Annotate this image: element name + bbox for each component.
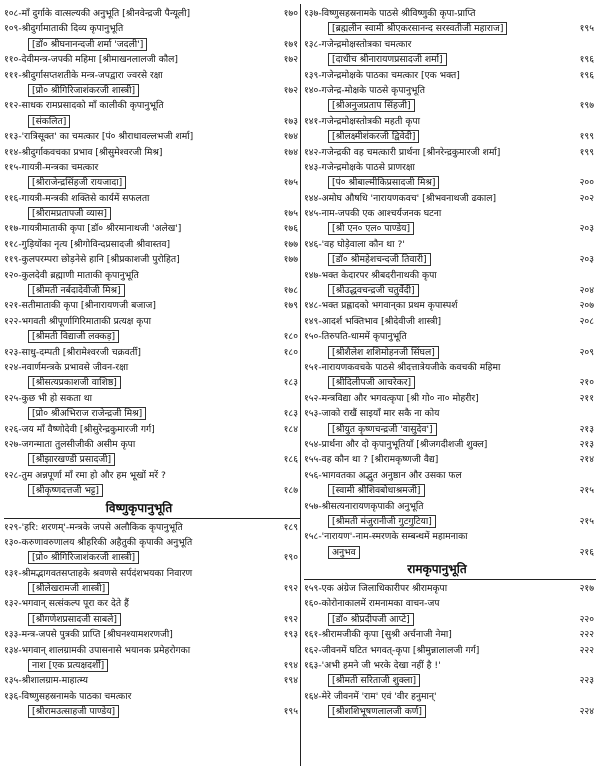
toc-entry: [304, 6, 596, 21]
toc-page-number: २०३: [579, 223, 594, 235]
toc-entry-title: १५७-श्रीसत्यनारायणकृपाकी अनुभूति: [304, 500, 424, 512]
toc-page-number: २१५: [579, 515, 594, 527]
toc-entry: [4, 221, 300, 236]
toc-entry: [4, 206, 300, 221]
toc-page-number: १७९: [283, 300, 298, 312]
toc-entry: [4, 345, 300, 360]
toc-entry-title: [श्रीलेखरामजी शास्त्री]: [28, 582, 109, 595]
toc-entry: [4, 298, 300, 313]
toc-entry: [304, 252, 596, 267]
toc-entry: [4, 658, 300, 673]
toc-entry: [304, 314, 596, 329]
toc-page-number: २१३: [579, 423, 594, 435]
toc-page-number: १७४: [283, 146, 298, 158]
toc-entry-title: [श्रीगणेशप्रसादजी साबले]: [28, 613, 121, 626]
toc-entry-title: [ब्रह्मलीन स्वामी श्रीएकरसानन्द सरस्वतीजी महाराज]: [328, 22, 507, 35]
toc-entry: [304, 422, 596, 437]
toc-entry-title: १४४-अमोघ औषधि 'नारायणकवच' [श्रीभवनाथजी ढकाल]: [304, 192, 497, 204]
toc-entry-title: ११०-देवीमन्त्र-जपकी महिमा [श्रीमाखनलालजी कौल]: [4, 54, 178, 66]
toc-page-number: १८३: [283, 408, 298, 420]
toc-entry-title: [श्रीरामप्रतापजी व्यास]: [28, 207, 111, 220]
toc-entry-title: [श्रीकृष्णदत्तजी भट्ट]: [28, 484, 103, 497]
toc-entry-title: १३३-मन्त्र-जपसे पुत्रकी प्राप्ति [श्रीघनश्यामशरणजी]: [4, 629, 173, 641]
toc-entry: [304, 483, 596, 498]
toc-entry-title: [श्रीअनुजप्रताप सिंहजी]: [328, 99, 415, 112]
toc-entry-title: १४१-गजेन्द्रमोक्षस्तोत्रकी महती कृपा: [304, 115, 420, 127]
toc-entry-title: [श्रीदिलीपजी आचरेकर]: [328, 376, 415, 389]
toc-entry: [4, 83, 300, 98]
toc-page-number: २२२: [579, 644, 594, 656]
toc-page-number: १९४: [283, 660, 298, 672]
toc-entry: [304, 514, 596, 529]
toc-page-number: २०४: [579, 285, 594, 297]
toc-entry: [304, 689, 596, 704]
toc-entry-title: १२६-जय माँ वैष्णोदेवी [श्रीसुरेन्द्रकुमारजी गर्ग]: [4, 423, 155, 435]
toc-entry: [4, 268, 300, 283]
toc-page-number: १९३: [283, 629, 298, 641]
toc-entry-title: १०८-माँ दुर्गाके वात्सल्यकी अनुभूति [श्रीनवेन्द्रजी पैन्यूली]: [4, 8, 191, 19]
toc-entry-title: १६०-कोरोनाकालमें रामनामका वाचन-जप: [304, 598, 440, 610]
section-heading: [304, 560, 596, 580]
toc-entry: [4, 391, 300, 406]
toc-page-number: १७२: [283, 54, 298, 66]
toc-entry: [304, 129, 596, 144]
toc-entry: [4, 566, 300, 581]
toc-entry-title: १२९-'हरि: शरणम्'-मन्त्रके जपसे अलौकिक कृपानुभूति: [4, 521, 183, 533]
toc-entry-title: १६४-मेरे जीवनमें 'राम' एवं 'वीर हनुमान्': [304, 690, 437, 702]
toc-entry: [304, 83, 596, 98]
toc-entry-title: [श्रीमती मंजुरानीजी गुटगुटिया]: [328, 515, 436, 528]
toc-entry: [304, 406, 596, 421]
toc-entry: [304, 529, 596, 544]
toc-entry-title: १३२-भगवान् सत्संकल्प पूरा कर देते हैं: [4, 598, 129, 610]
toc-entry-title: १०९-श्रीदुर्गामाताकी दिव्य कृपानुभूति: [4, 23, 124, 35]
toc-page-number: २०२: [579, 192, 594, 204]
toc-entry: [4, 550, 300, 565]
toc-entry-title: १२२-भगवती श्रीपूर्णागिरिमाताकी प्रत्यक्ष कृपा: [4, 315, 151, 327]
toc-page-number: १७६: [283, 223, 298, 235]
toc-entry: [4, 98, 300, 113]
toc-page-number: २१५: [579, 485, 594, 497]
toc-entry: [304, 673, 596, 688]
toc-entry-title: १३४-भगवान् शालग्रामकी उपासनासे भयानक प्रमेहरोगका: [4, 644, 191, 656]
toc-entry-title: १५३-जाको राखैं साइयाँ मार सकै ना कोय: [304, 408, 440, 420]
toc-entry-title: १३१-श्रीमद्भागवतसप्ताहके श्रवणसे सर्पदंशभयका निवारण: [4, 567, 193, 579]
toc-page-number: २०८: [579, 315, 594, 327]
toc-entry-title: ११२-साधक रामप्रसादको माँ कालीकी कृपानुभूति: [4, 100, 164, 112]
toc-page-number: २०७: [579, 300, 594, 312]
toc-page-number: १९५: [579, 23, 594, 35]
toc-page-number: १८३: [283, 377, 298, 389]
toc-entry-title: [प्रो० श्रीगिरिजाशंकरजी शास्त्री]: [28, 551, 139, 564]
column-divider: [300, 4, 301, 766]
toc-entry: [304, 191, 596, 206]
toc-entry: [304, 98, 596, 113]
toc-page-number: २२३: [579, 675, 594, 687]
toc-entry-title: १४६-'वह घोड़ेवाला कौन था ?': [304, 238, 405, 250]
toc-entry-title: ११७-गायत्रीमाताकी कृपा [डॉ० श्रीरमानाथजी 'अलेख']: [4, 223, 182, 235]
toc-page-number: १७८: [283, 285, 298, 297]
toc-entry-title: [श्रीयुत कृष्णचन्द्रजी 'वासुदेव']: [328, 423, 437, 436]
toc-entry: [304, 545, 596, 560]
toc-page-number: १९५: [283, 706, 298, 718]
toc-entry: [4, 160, 300, 175]
toc-entry: [4, 406, 300, 421]
toc-entry: [4, 191, 300, 206]
toc-entry: [304, 175, 596, 190]
toc-entry-title: १२८-तुम अन्नपूर्णा माँ रमा हो और हम भूखों मरें ?: [4, 469, 166, 481]
toc-entry-title: १४३-गजेन्द्रमोक्षके पाठसे प्राणरक्षा: [304, 161, 415, 173]
toc-entry-title: १२०-कुलदेवी ब्रह्माणी माताकी कृपानुभूति: [4, 269, 139, 281]
toc-entry-title: [डॉ० श्रीप्रदीपजी आप्टे]: [328, 613, 414, 626]
toc-page-number: २२०: [579, 613, 594, 625]
toc-entry-title: १३८-गजेन्द्रमोक्षस्तोत्रका चमत्कार: [304, 38, 412, 50]
toc-entry: [4, 520, 300, 535]
toc-page-number: २२४: [579, 706, 594, 718]
toc-entry-title: १३७-विष्णुसहस्रनामके पाठसे श्रीविष्णुकी कृपा-प्राप्ति: [304, 8, 476, 19]
toc-entry: [304, 596, 596, 611]
toc-entry: [304, 145, 596, 160]
toc-entry-title: [स्वामी श्रीशिवबोधाश्रमजी]: [328, 484, 425, 497]
toc-entry: [4, 483, 300, 498]
toc-entry: [304, 452, 596, 467]
toc-entry-title: [श्रीमती विद्याजी लक्कड़]: [28, 330, 119, 343]
toc-entry-title: १६३-'अभी हमने जी भरके देखा नहीं है !': [304, 660, 441, 672]
toc-entry: [304, 52, 596, 67]
toc-entry-title: १६२-जीवनमें घटित भगवत्-कृपा [श्रीमुन्नालालजी गर्ग]: [304, 644, 480, 656]
toc-entry-title: १५०-तिरुपति-धाममें कृपानुभूति: [304, 331, 407, 343]
toc-entry-title: [श्रीउद्धवचन्द्रजी चतुर्वेदी]: [328, 284, 419, 297]
toc-entry-title: १६१-श्रीरामजीकी कृपा [सुश्री अर्चनाजी नेमा]: [304, 629, 452, 641]
toc-entry: [4, 689, 300, 704]
toc-page-number: १८०: [283, 331, 298, 343]
toc-entry-title: ११६-गायत्री-मन्त्रकी शक्तिसे कार्यमें सफलता: [4, 192, 150, 204]
toc-entry: [304, 268, 596, 283]
toc-entry: [4, 52, 300, 67]
toc-page-number: १८४: [283, 423, 298, 435]
toc-entry: [304, 658, 596, 673]
toc-entry-title: ११८-गुड़ियोंका नृत्य [श्रीगोविन्दप्रसादजी श्रीवास्तव]: [4, 238, 171, 250]
toc-entry-title: ११४-श्रीदुर्गाकवचका प्रभाव [श्रीसुमेश्वरजी मिश्र]: [4, 146, 163, 158]
toc-entry-title: १५५-वह कौन था ? [श्रीरामकृष्णजी वैद्य]: [304, 454, 439, 466]
toc-page-number: १९९: [579, 146, 594, 158]
toc-page-number: १८६: [283, 454, 298, 466]
toc-entry: [304, 704, 596, 719]
toc-entry: [304, 37, 596, 52]
toc-page-number: १७५: [283, 177, 298, 189]
toc-entry-title: १११-श्रीदुर्गासप्तशतीके मन्त्र-जपद्वारा ज्वरसे रक्षा: [4, 69, 163, 81]
toc-entry: [4, 360, 300, 375]
toc-page-number: १९६: [579, 69, 594, 81]
toc-entry: [4, 437, 300, 452]
toc-entry: [304, 627, 596, 642]
toc-entry: [4, 704, 300, 719]
toc-page-number: २२२: [579, 629, 594, 641]
toc-entry: [4, 237, 300, 252]
toc-entry: [4, 252, 300, 267]
toc-page-number: १९७: [579, 100, 594, 112]
toc-entry-title: [श्रीमती नर्बदादेवीजी मिश्र]: [28, 284, 125, 297]
toc-entry-title: [श्रीराजेन्द्रसिंहजी रायजादा]: [28, 176, 126, 189]
toc-entry: [4, 422, 300, 437]
toc-entry: [4, 673, 300, 688]
toc-page-number: १७१: [283, 38, 298, 50]
toc-entry: [4, 21, 300, 36]
toc-page-number: १७२: [283, 84, 298, 96]
toc-entry-title: ११९-कुलपरम्परा छोड़नेसे हानि [श्रीप्रकाशजी पुरोहित]: [4, 254, 180, 266]
toc-entry: [4, 452, 300, 467]
toc-page-number: १९६: [579, 54, 594, 66]
toc-page-number: १७३: [283, 115, 298, 127]
toc-entry: [4, 612, 300, 627]
toc-page-number: १८७: [283, 485, 298, 497]
toc-entry: [4, 37, 300, 52]
toc-entry: [4, 6, 300, 21]
toc-page-number: १७५: [283, 208, 298, 220]
toc-entry-title: [श्रीशैलेश शशिमोहनजी सिंघल]: [328, 346, 439, 359]
toc-page-number: १९९: [579, 131, 594, 143]
toc-page-number: २१३: [579, 438, 594, 450]
toc-page-number: १७४: [283, 131, 298, 143]
toc-entry: [304, 298, 596, 313]
toc-entry: [4, 468, 300, 483]
toc-entry-title: [श्रीझारखण्डी प्रसादजी]: [28, 453, 115, 466]
toc-entry: [304, 160, 596, 175]
toc-page-number: १९२: [283, 613, 298, 625]
toc-page-number: १७०: [283, 8, 298, 19]
section-heading-text: विष्णुकृपानुभूति: [105, 500, 173, 515]
toc-entry: [304, 206, 596, 221]
toc-entry: [304, 114, 596, 129]
toc-page-number: १९४: [283, 675, 298, 687]
right-column: [304, 6, 596, 766]
toc-page-number: १८०: [283, 346, 298, 358]
toc-page-number: १९०: [283, 552, 298, 564]
toc-entry-title: १३९-गजेन्द्रमोक्षके पाठका चमत्कार [एक भक्त]: [304, 69, 460, 81]
toc-entry: [4, 129, 300, 144]
toc-entry-title: १२४-नवार्णमन्त्रके प्रभावसे जीवन-रक्षा: [4, 361, 129, 373]
toc-entry-title: [श्री एन० एल० पाण्डेय]: [328, 222, 414, 235]
toc-entry: [304, 221, 596, 236]
toc-entry: [304, 391, 596, 406]
toc-entry-title: १५२-मन्त्रविद्या और भगवत्कृपा [श्री गो० ना० मोहरीर]: [304, 392, 479, 404]
toc-entry: [4, 283, 300, 298]
toc-entry-title: १४८-भक्त प्रह्लादको भगवान्‌का प्रथम कृपास्पर्श: [304, 300, 458, 312]
toc-entry-title: [संकलित]: [28, 115, 70, 128]
toc-entry-title: [प्रो० श्रीअभिराज राजेन्द्रजी मिश्र]: [28, 407, 146, 420]
toc-entry-title: १५९-एक अंग्रेज जिलाधिकारीपर श्रीरामकृपा: [304, 583, 448, 595]
toc-entry-title: १२७-जगन्माता तुलसीजीकी असीम कृपा: [4, 438, 136, 450]
toc-entry-title: [दाधीच श्रीनारायणप्रसादजी शर्मा]: [328, 53, 447, 66]
toc-entry: [304, 21, 596, 36]
toc-entry-title: १५८-'नारायण'-नाम-स्मरणके सम्बन्धमें महामनाका: [304, 531, 468, 543]
toc-entry: [304, 329, 596, 344]
toc-entry: [4, 314, 300, 329]
toc-entry-title: १४५-नाम-जपकी एक आश्चर्यजनक घटना: [304, 208, 442, 220]
toc-entry-title: नाश [एक प्रत्यक्षदर्शी]: [28, 659, 108, 672]
toc-entry-title: १३५-श्रीशालग्राम-माहात्म्य: [4, 675, 88, 687]
section-heading-text: रामकृपानुभूति: [407, 562, 467, 577]
toc-entry-title: १२१-सतीमाताकी कृपा [श्रीनारायणजी बजाज]: [4, 300, 156, 312]
toc-page-number: २००: [579, 177, 594, 189]
toc-entry-title: १५१-नारायणकवचके पाठसे श्रीदत्तात्रेयजीके कवचकी महिमा: [304, 361, 501, 373]
toc-entry: [304, 581, 596, 596]
toc-entry-title: [श्रीमती सरिताजी शुक्ला]: [328, 674, 420, 687]
toc-entry-title: अनुभव: [328, 546, 360, 559]
toc-entry-title: १४०-गजेन्द्र-मोक्षके पाठसे कृपानुभूति: [304, 84, 426, 96]
toc-entry: [4, 643, 300, 658]
toc-entry: [304, 643, 596, 658]
toc-entry: [304, 68, 596, 83]
section-heading: [4, 499, 300, 519]
toc-page-number: २०३: [579, 254, 594, 266]
left-column: [4, 6, 300, 766]
toc-entry: [4, 627, 300, 642]
toc-entry-title: १४९-आदर्श भक्तिभाव [श्रीदेवीजी शास्त्री]: [304, 315, 442, 327]
toc-entry: [4, 535, 300, 550]
toc-entry: [4, 145, 300, 160]
toc-page-number: १७७: [283, 238, 298, 250]
toc-page-number: २१०: [579, 377, 594, 389]
toc-entry: [304, 237, 596, 252]
toc-entry-title: १५४-प्रार्थना और दो कृपानुभूतियाँ [श्रीजगदीशजी शुक्ल]: [304, 438, 488, 450]
toc-entry: [4, 68, 300, 83]
toc-entry: [4, 175, 300, 190]
toc-entry: [304, 468, 596, 483]
toc-entry-title: [श्रीसत्यप्रकाशजी वाशिष्ठ]: [28, 376, 121, 389]
toc-entry: [304, 345, 596, 360]
toc-entry: [304, 375, 596, 390]
toc-entry: [4, 329, 300, 344]
toc-entry-title: १३०-करुणावरुणालय श्रीहरिकी अहैतुकी कृपाकी अनुभूति: [4, 536, 193, 548]
toc-entry-title: १२३-साधु-दम्पती [श्रीरामेश्वरजी चक्रवर्ती]: [4, 346, 141, 358]
toc-page-number: १७७: [283, 254, 298, 266]
toc-entry-title: [डॉ० श्रीघनानन्दजी शर्मा 'जदली']: [28, 38, 147, 51]
toc-page-number: २११: [579, 392, 594, 404]
toc-page-number: २१७: [579, 583, 594, 595]
toc-entry: [304, 612, 596, 627]
toc-page-number: २१४: [579, 454, 594, 466]
toc-page-number: १८९: [283, 521, 298, 533]
toc-entry-title: १३६-विष्णुसहस्रनामके पाठका चमत्कार: [4, 690, 132, 702]
toc-entry: [304, 283, 596, 298]
toc-entry-title: ११३-'रात्रिसूक्त' का चमत्कार [पं० श्रीराधावल्लभजी शर्मा]: [4, 131, 194, 143]
toc-entry-title: १४२-गजेन्द्रकी वह चमत्कारी प्रार्थना [श्रीनरेन्द्रकुमारजी शर्मा]: [304, 146, 501, 158]
toc-entry-title: १५६-भागवतका अद्भुत अनुष्ठान और उसका फल: [304, 469, 462, 481]
toc-entry-title: [पं० श्रीबाल्मीकिप्रसादजी मिश्र]: [328, 176, 439, 189]
toc-entry: [4, 114, 300, 129]
toc-entry-title: [डॉ० श्रीमहेशचन्दजी तिवारी]: [328, 253, 431, 266]
toc-entry-title: ११५-गायत्री-मन्त्रका चमत्कार: [4, 161, 99, 173]
toc-page-number: १९२: [283, 583, 298, 595]
toc-entry: [4, 375, 300, 390]
toc-entry: [304, 360, 596, 375]
toc-page-number: २१६: [579, 546, 594, 558]
toc-entry: [4, 581, 300, 596]
toc-entry-title: [श्रीशशिभूषणलालजी कर्ण]: [328, 705, 426, 718]
toc-entry-title: १२५-कुछ भी हो सकता था: [4, 392, 93, 404]
toc-entry-title: [श्रीलक्ष्मीशंकरजी द्विवेदी]: [328, 130, 419, 143]
toc-entry: [304, 499, 596, 514]
toc-entry: [4, 596, 300, 611]
toc-entry-title: [प्रो० श्रीगिरिजाशंकरजी शास्त्री]: [28, 84, 139, 97]
toc-page-number: २०९: [579, 346, 594, 358]
toc-entry: [304, 437, 596, 452]
toc-entry-title: १४७-भक्त केदारपर श्रीबदरीनाथकी कृपा: [304, 269, 437, 281]
toc-entry-title: [श्रीरामउत्साहजी पाण्डेय]: [28, 705, 119, 718]
